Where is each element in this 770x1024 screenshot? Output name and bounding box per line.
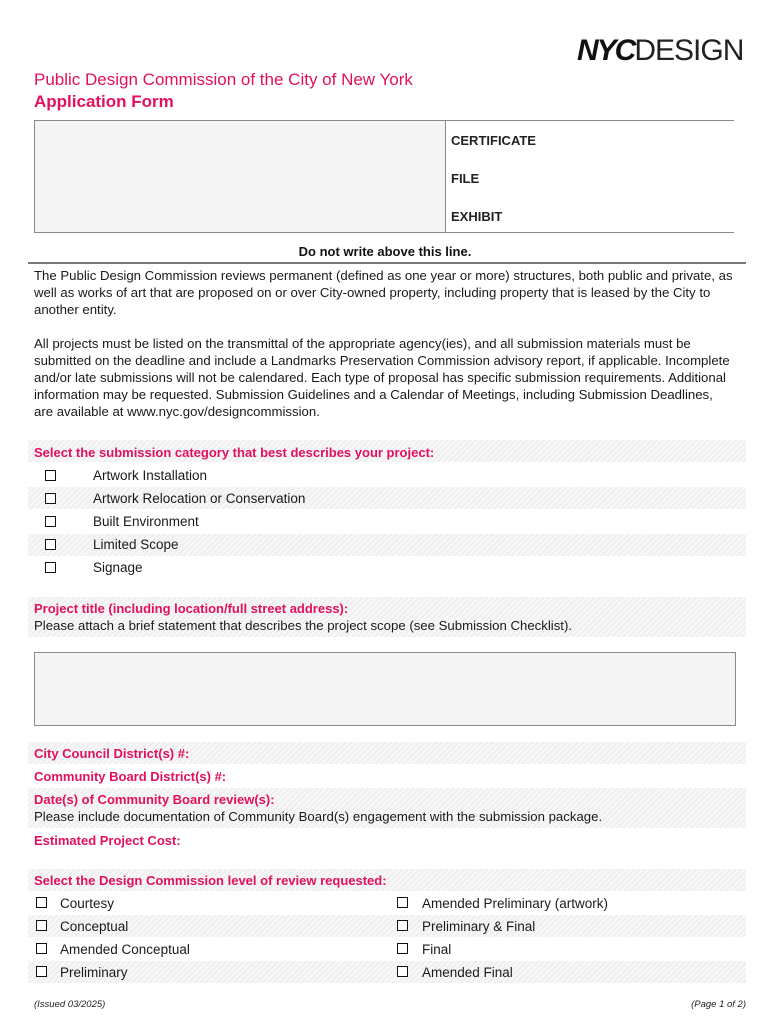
review-checkbox-preliminary-final[interactable]: [397, 920, 408, 931]
category-label: Built Environment: [93, 514, 199, 529]
office-use-labels: [445, 121, 735, 232]
category-label: Limited Scope: [93, 537, 179, 552]
issued-date: (Issued 03/2025): [34, 999, 106, 1010]
divider-rule: [28, 262, 746, 264]
category-heading: Select the submission category that best describes your project:: [34, 445, 435, 460]
row-band: [28, 961, 746, 983]
review-checkbox-courtesy[interactable]: [36, 897, 47, 908]
intro-paragraph-1: The Public Design Commission reviews permanent (defined as one year or more) structures, both public and private, as well as works of art that are proposed on or over City-owned property, including property that is leased by the City to another entity.: [34, 268, 733, 317]
review-checkbox-amended-conceptual[interactable]: [36, 943, 47, 954]
project-title-note: Please attach a brief statement that describes the project scope (see Submission Checklist).: [34, 618, 573, 633]
logo-design-text: DESIGN: [634, 34, 744, 67]
category-checkbox-built-environment[interactable]: [45, 516, 56, 527]
certificate-label: CERTIFICATE: [451, 133, 536, 148]
category-checkbox-signage[interactable]: [45, 562, 56, 573]
estimated-cost-field[interactable]: Estimated Project Cost:: [34, 833, 181, 848]
review-checkbox-amended-final[interactable]: [397, 966, 408, 977]
row-band: [28, 915, 746, 937]
review-label: Amended Preliminary (artwork): [422, 896, 609, 911]
review-label: Amended Final: [422, 965, 513, 980]
city-council-district-field[interactable]: City Council District(s) #:: [34, 746, 190, 761]
review-label: Conceptual: [60, 919, 129, 934]
category-checkbox-limited-scope[interactable]: [45, 539, 56, 550]
category-label: Artwork Relocation or Conservation: [93, 491, 306, 506]
review-label: Amended Conceptual: [60, 942, 190, 957]
category-label: Artwork Installation: [93, 468, 208, 483]
review-level-heading: Select the Design Commission level of review requested:: [34, 873, 387, 888]
review-label: Preliminary & Final: [422, 919, 536, 934]
review-checkbox-final[interactable]: [397, 943, 408, 954]
review-label: Courtesy: [60, 896, 115, 911]
community-board-district-field[interactable]: Community Board District(s) #:: [34, 769, 227, 784]
nyc-design-logo: [577, 36, 743, 66]
review-label: Final: [422, 942, 452, 957]
form-title: Application Form: [34, 92, 174, 111]
review-label: Preliminary: [60, 965, 128, 980]
category-checkbox-artwork-installation[interactable]: [45, 470, 56, 481]
review-checkbox-conceptual[interactable]: [36, 920, 47, 931]
file-label: FILE: [451, 171, 480, 186]
project-title-heading: Project title (including location/full street address):: [34, 601, 349, 616]
intro-paragraph-2: All projects must be listed on the transmittal of the appropriate agency(ies), and all submission materials must be submitted on the deadline and include a Landmarks Preservation Commission advisory report, if applicable. Incomplete and/or late submissions will not be calendared. Each type of proposal has specific submission requirements. Additional information may be requested. Submission Guidelines and a Calendar of Meetings, including Submission Deadlines, are available at www.nyc.gov/designcommission.: [34, 336, 730, 419]
organization-name: Public Design Commission of the City of New York: [34, 70, 413, 89]
page-number: (Page 1 of 2): [691, 999, 746, 1010]
review-checkbox-preliminary[interactable]: [36, 966, 47, 977]
logo-nyc-text: NYC: [577, 34, 635, 67]
exhibit-label: EXHIBIT: [451, 209, 503, 224]
project-title-input[interactable]: [34, 652, 736, 726]
office-use-box: [34, 120, 734, 233]
community-board-review-dates-field[interactable]: Date(s) of Community Board review(s):: [34, 792, 275, 807]
review-checkbox-amended-preliminary[interactable]: [397, 897, 408, 908]
category-label: Signage: [93, 560, 143, 575]
category-checkbox-artwork-relocation[interactable]: [45, 493, 56, 504]
do-not-write-notice: Do not write above this line.: [298, 244, 472, 259]
review-dates-note: Please include documentation of Community Board(s) engagement with the submission package.: [34, 809, 603, 824]
